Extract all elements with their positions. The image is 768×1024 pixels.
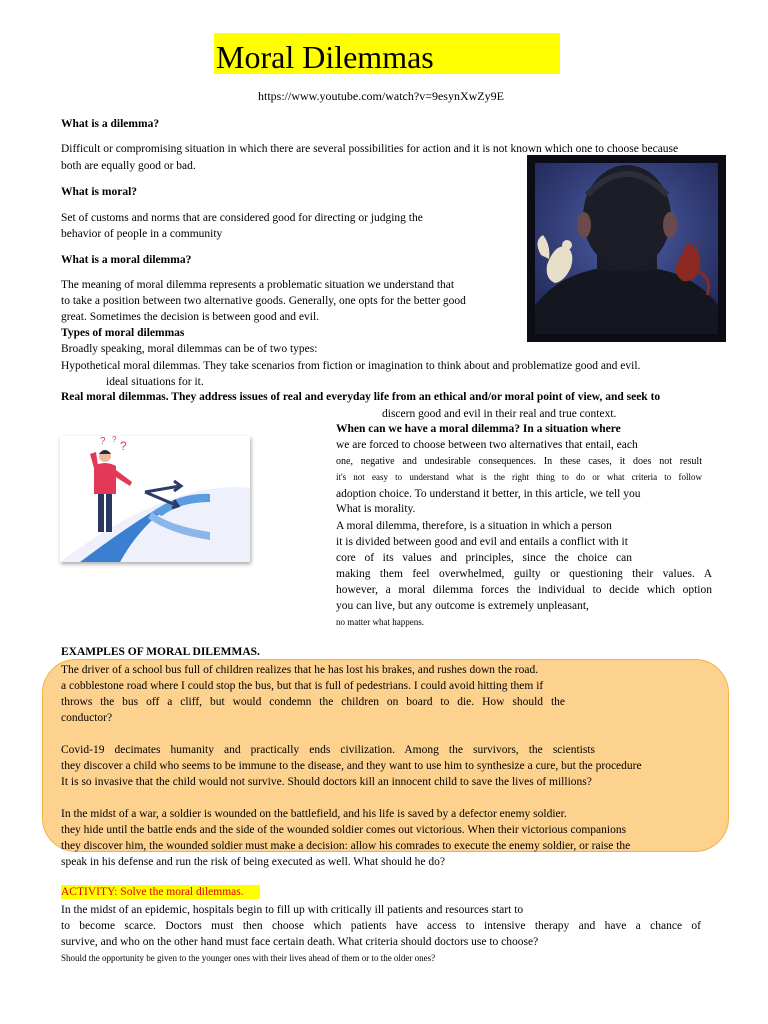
when-line: core of its values and principles, since the choice can [336,552,632,564]
when-line: no matter what happens. [336,617,424,627]
types-line1: Broadly speaking, moral dilemmas can be of two types: [61,343,318,355]
when-line: it is divided between good and evil and entails a conflict with it [336,536,628,548]
when-line: however, a moral dilemma forces the individual to decide which option [336,584,712,596]
example-3-line: they discover him, the wounded soldier must make a decision: allow his comrades to execute the enemy soldier, or raise the [61,840,631,852]
question-moral: What is moral? [61,186,138,198]
when-line: it's not easy to understand what is the right thing to do or what criteria to follow [336,472,702,482]
examples-heading: EXAMPLES OF MORAL DILEMMAS. [61,646,260,658]
when-line: making them feel overwhelmed, guilty or questioning their values. A [336,568,712,580]
answer-moral-line1: Set of customs and norms that are considered good for directing or judging the [61,212,423,224]
example-2-line: It is so invasive that the child would not survive. Should doctors kill an innocent child to save the lives of millions? [61,776,592,788]
example-2-line: Covid-19 decimates humanity and practically ends civilization. Among the survivors, the scientists [61,744,595,756]
example-3-line: In the midst of a war, a soldier is wounded on the battlefield, and his life is saved by a defector enemy soldier. [61,808,567,820]
page-title: Moral Dilemmas [216,39,434,75]
example-1-line: a cobblestone road where I could stop the bus, but that is full of pedestrians. I could avoid hitting them if [61,680,544,692]
types-line3: ideal situations for it. [106,376,204,388]
types-line5: discern good and evil in their real and true context. [382,408,617,420]
when-line: you can live, but any outcome is extremely unpleasant, [336,600,589,612]
activity-line: In the midst of an epidemic, hospitals begin to fill up with critically ill patients and resources start to [61,904,524,916]
activity-line: Should the opportunity be given to the younger ones with their lives ahead of them or to the older ones? [61,953,436,963]
types-real: Real moral dilemmas. They address issues of real and everyday life from an ethical and/or moral point of view, and seek to [61,391,661,403]
crossroads-illustration [60,436,250,562]
svg-text:?: ? [112,436,117,444]
answer-moral-dilemma-line1: The meaning of moral dilemma represents a problematic situation we understand that [61,279,455,291]
video-link[interactable]: https://www.youtube.com/watch?v=9esynXwZy9E [258,89,504,103]
answer-moral-dilemma-line3: great. Sometimes the decision is between good and evil. [61,311,320,323]
when-heading: When can we have a moral dilemma? In a situation where [336,423,621,435]
when-line: What is morality. [336,503,416,515]
types-heading: Types of moral dilemmas [61,327,185,339]
when-line: one, negative and undesirable consequences. In these cases, it does not result [336,456,702,467]
activity-line: to become scarce. Doctors must then choose which patients have access to intensive therapy and have a chance of [61,920,701,932]
when-line: A moral dilemma, therefore, is a situation in which a person [336,520,612,532]
question-moral-dilemma: What is a moral dilemma? [61,254,192,266]
example-3-line: they hide until the battle ends and the side of the wounded soldier comes out victorious. When their victorious companions [61,824,627,836]
answer-moral-dilemma-line2: to take a position between two alternative goods. Generally, one opts for the better good [61,295,466,307]
answer-moral-line2: behavior of people in a community [61,228,223,240]
when-line: adoption choice. To understand it better, in this article, we tell you [336,488,641,500]
question-dilemma: What is a dilemma? [61,118,160,130]
example-1-line: The driver of a school bus full of children realizes that he has lost his brakes, and rushes down the road. [61,664,539,676]
example-2-line: they discover a child who seems to be immune to the disease, and they want to use him to synthesize a cure, but the procedure [61,760,642,772]
types-hypothetical: Hypothetical moral dilemmas. They take scenarios from fiction or imagination to think about and problematize good and evil. [61,360,641,372]
example-3-line: speak in his defense and run the risk of being executed as well. What should he do? [61,856,445,868]
example-1-line: throws the bus off a cliff, but would condemn the children on board to die. How should the [61,696,565,708]
svg-text:?: ? [100,436,106,447]
answer-dilemma-line1: Difficult or compromising situation in which there are several possibilities for action and it is not known which one to choose because [61,143,679,155]
activity-label: ACTIVITY: Solve the moral dilemmas. [61,885,260,899]
when-line: we are forced to choose between two alternatives that entail, each [336,439,638,451]
svg-text:?: ? [120,439,127,453]
example-1-line: conductor? [61,712,113,724]
angel-devil-illustration [527,155,726,342]
activity-line: survive, and who on the other hand must face certain death. What criteria should doctors use to choose? [61,936,539,948]
answer-dilemma-line2: both are equally good or bad. [61,160,196,172]
